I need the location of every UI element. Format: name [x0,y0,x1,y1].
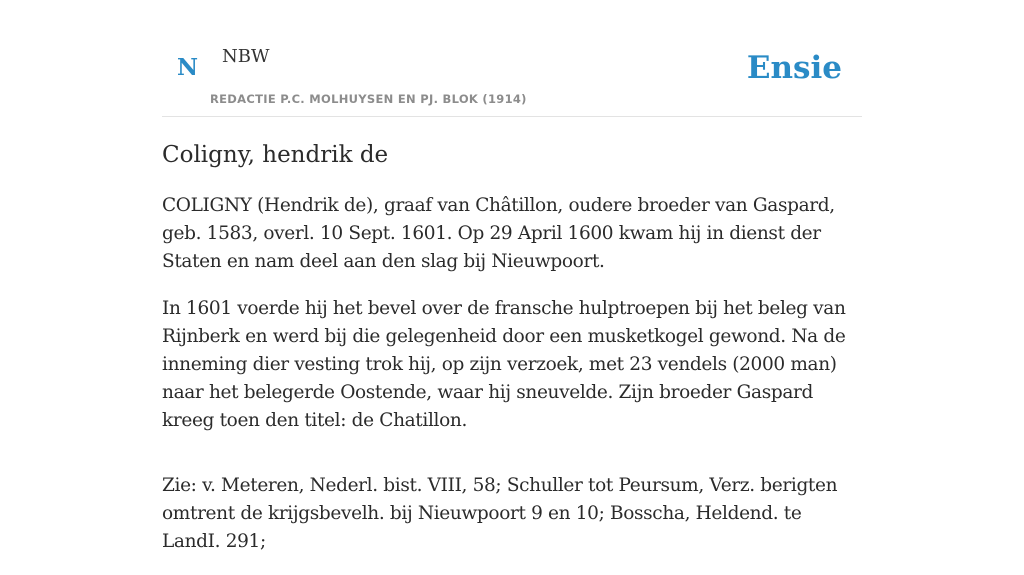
site-header [162,0,862,117]
article-paragraph: In 1601 voerde hij het bevel over de fransche hulptroepen bij het beleg van Rijnberk en werd bij die gelegenheid door een musketkogel gewond. Na de inneming dier vesting trok hij, op zijn verzoek, met 23 vendels (2000 man) naar het belegerde Oostende, waar hij sneuvelde. Zijn broeder Gaspard kreeg toen den titel: de Chatillon. [162,298,846,431]
ensie-logo-link[interactable]: Ensie [746,50,842,86]
article-title: Coligny, hendrik de [162,142,389,168]
source-subtitle: REDACTIE P.C. MOLHUYSEN EN PJ. BLOK (1914) [210,92,527,106]
article-paragraph: COLIGNY (Hendrik de), graaf van Châtillon, oudere broeder van Gaspard, geb. 1583, overl. 10 Sept. 1601. Op 29 April 1600 kwam hij in dienst der Staten en nam deel aan den slag bij Nieuwpoort. [162,195,835,272]
article-references: Zie: v. Meteren, Nederl. bist. VIII, 58; Schuller tot Peursum, Verz. berigten omtrent de krijgsbevelh. bij Nieuwpoort 9 en 10; Bosscha, Heldend. te LandI. 291; [162,475,838,552]
source-name[interactable]: NBW [222,46,270,67]
article [162,140,862,575]
source-logo[interactable]: N [177,54,199,81]
